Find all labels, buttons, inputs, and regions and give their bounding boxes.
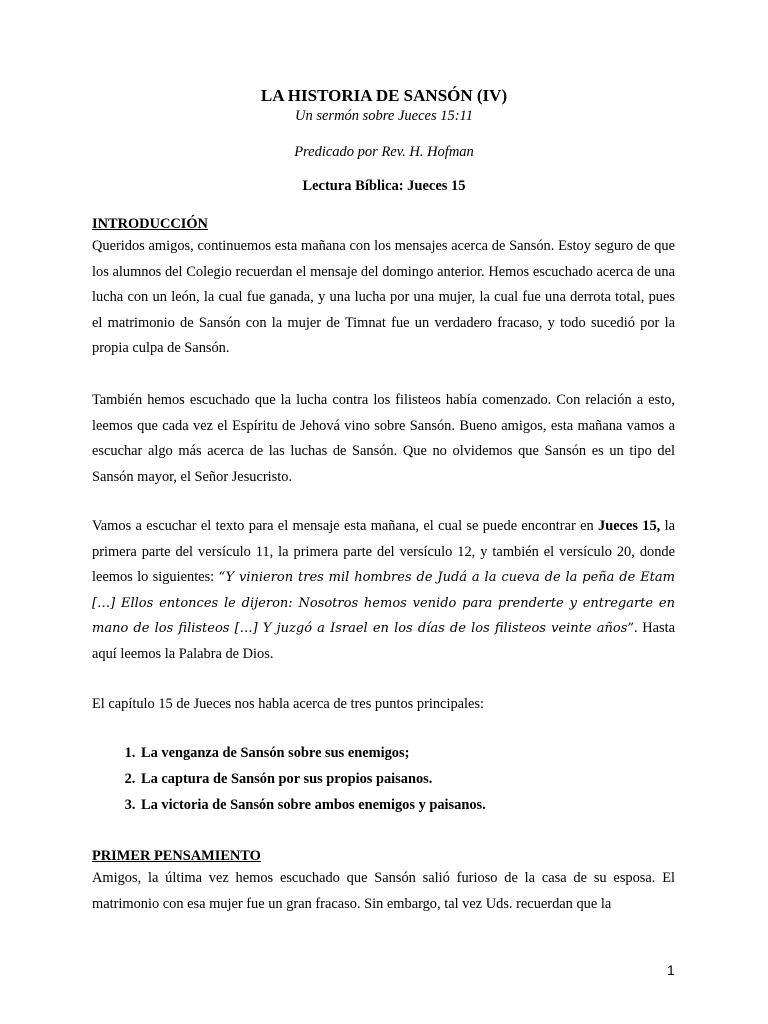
scripture-reference: Jueces 15, xyxy=(598,518,661,534)
main-points-list xyxy=(92,740,675,818)
bible-reading-line: Lectura Bíblica: Jueces 15 xyxy=(302,178,466,194)
first-thought-paragraph-1: Amigos, la última vez hemos escuchado que Sansón salió furioso de la casa de su esposa. El matrimonio con esa mujer fue un gran fracaso. Sin embargo, tal vez Uds. recuerdan que la xyxy=(92,870,675,912)
intro-paragraph-3 xyxy=(92,514,675,668)
document-subtitle: Un sermón sobre Jueces 15:11 xyxy=(295,108,473,124)
first-thought-paragraph-block xyxy=(92,866,675,917)
list-item: 1. La venganza de Sansón sobre sus enemigos; xyxy=(139,740,675,766)
intro-paragraph-4: El capítulo 15 de Jueces nos habla acerca de tres puntos principales: xyxy=(92,696,485,712)
page-number: 1 xyxy=(667,962,675,978)
section-heading: PRIMER PENSAMIENTO xyxy=(92,848,261,864)
intro-heading xyxy=(92,214,675,234)
intro-paragraph-1-block xyxy=(92,234,675,362)
intro-paragraph-2: También hemos escuchado que la lucha contra los filisteos había comenzado. Con relación a esto, leemos que cada vez el Espíritu de Jehová vino sobre Sansón. Bueno amigos, esta mañana vamos a escuchar algo más acerca de las luchas de Sansón. Que no olvidemos que Sansón es un tipo del Sansón mayor, el Señor Jesucristo. xyxy=(92,392,675,485)
section-heading: INTRODUCCIÓN xyxy=(92,216,208,232)
text-segment: la primera parte del versículo 11, la primera parte del versículo 12, y también el versículo 20, donde leemos lo siguientes: xyxy=(92,518,675,586)
scripture-quote: “Y vinieron tres mil hombres de Judá a la cueva de la peña de Etam […] Ellos entonces le dijeron: Nosotros hemos venido para prenderte y entregarte en mano de los filisteos […] Y juzgó a Israel en los días de los filisteos veinte años” xyxy=(92,570,675,637)
document-title: LA HISTORIA DE SANSÓN (IV) xyxy=(260,86,508,105)
intro-paragraph-2-block xyxy=(92,388,675,490)
text-segment: . Hasta aquí leemos la Palabra de Dios. xyxy=(92,620,675,662)
intro-paragraph-4-block xyxy=(92,692,675,718)
text-segment: Vamos a escuchar el texto para el mensaje esta mañana, el cual se puede encontrar en xyxy=(92,518,598,534)
preacher-line: Predicado por Rev. H. Hofman xyxy=(294,144,474,160)
list-item: 2. La captura de Sansón por sus propios paisanos. xyxy=(139,766,675,792)
intro-paragraph-1: Queridos amigos, continuemos esta mañana con los mensajes acerca de Sansón. Estoy seguro de que los alumnos del Colegio recuerdan el mensaje del domingo anterior. Hemos escuchado acerca de una lucha con un león, la cual fue ganada, y una lucha por una mujer, la cual fue una derrota total, pues el matrimonio de Sansón con la mujer de Timnat fue un verdadero fracaso, y todo sucedió por la propia culpa de Sansón. xyxy=(92,238,675,357)
first-thought-heading xyxy=(92,846,675,866)
intro-paragraph-3-block xyxy=(92,514,675,668)
main-points-block xyxy=(92,740,675,818)
list-item: 3. La victoria de Sansón sobre ambos enemigos y paisanos. xyxy=(139,792,675,818)
